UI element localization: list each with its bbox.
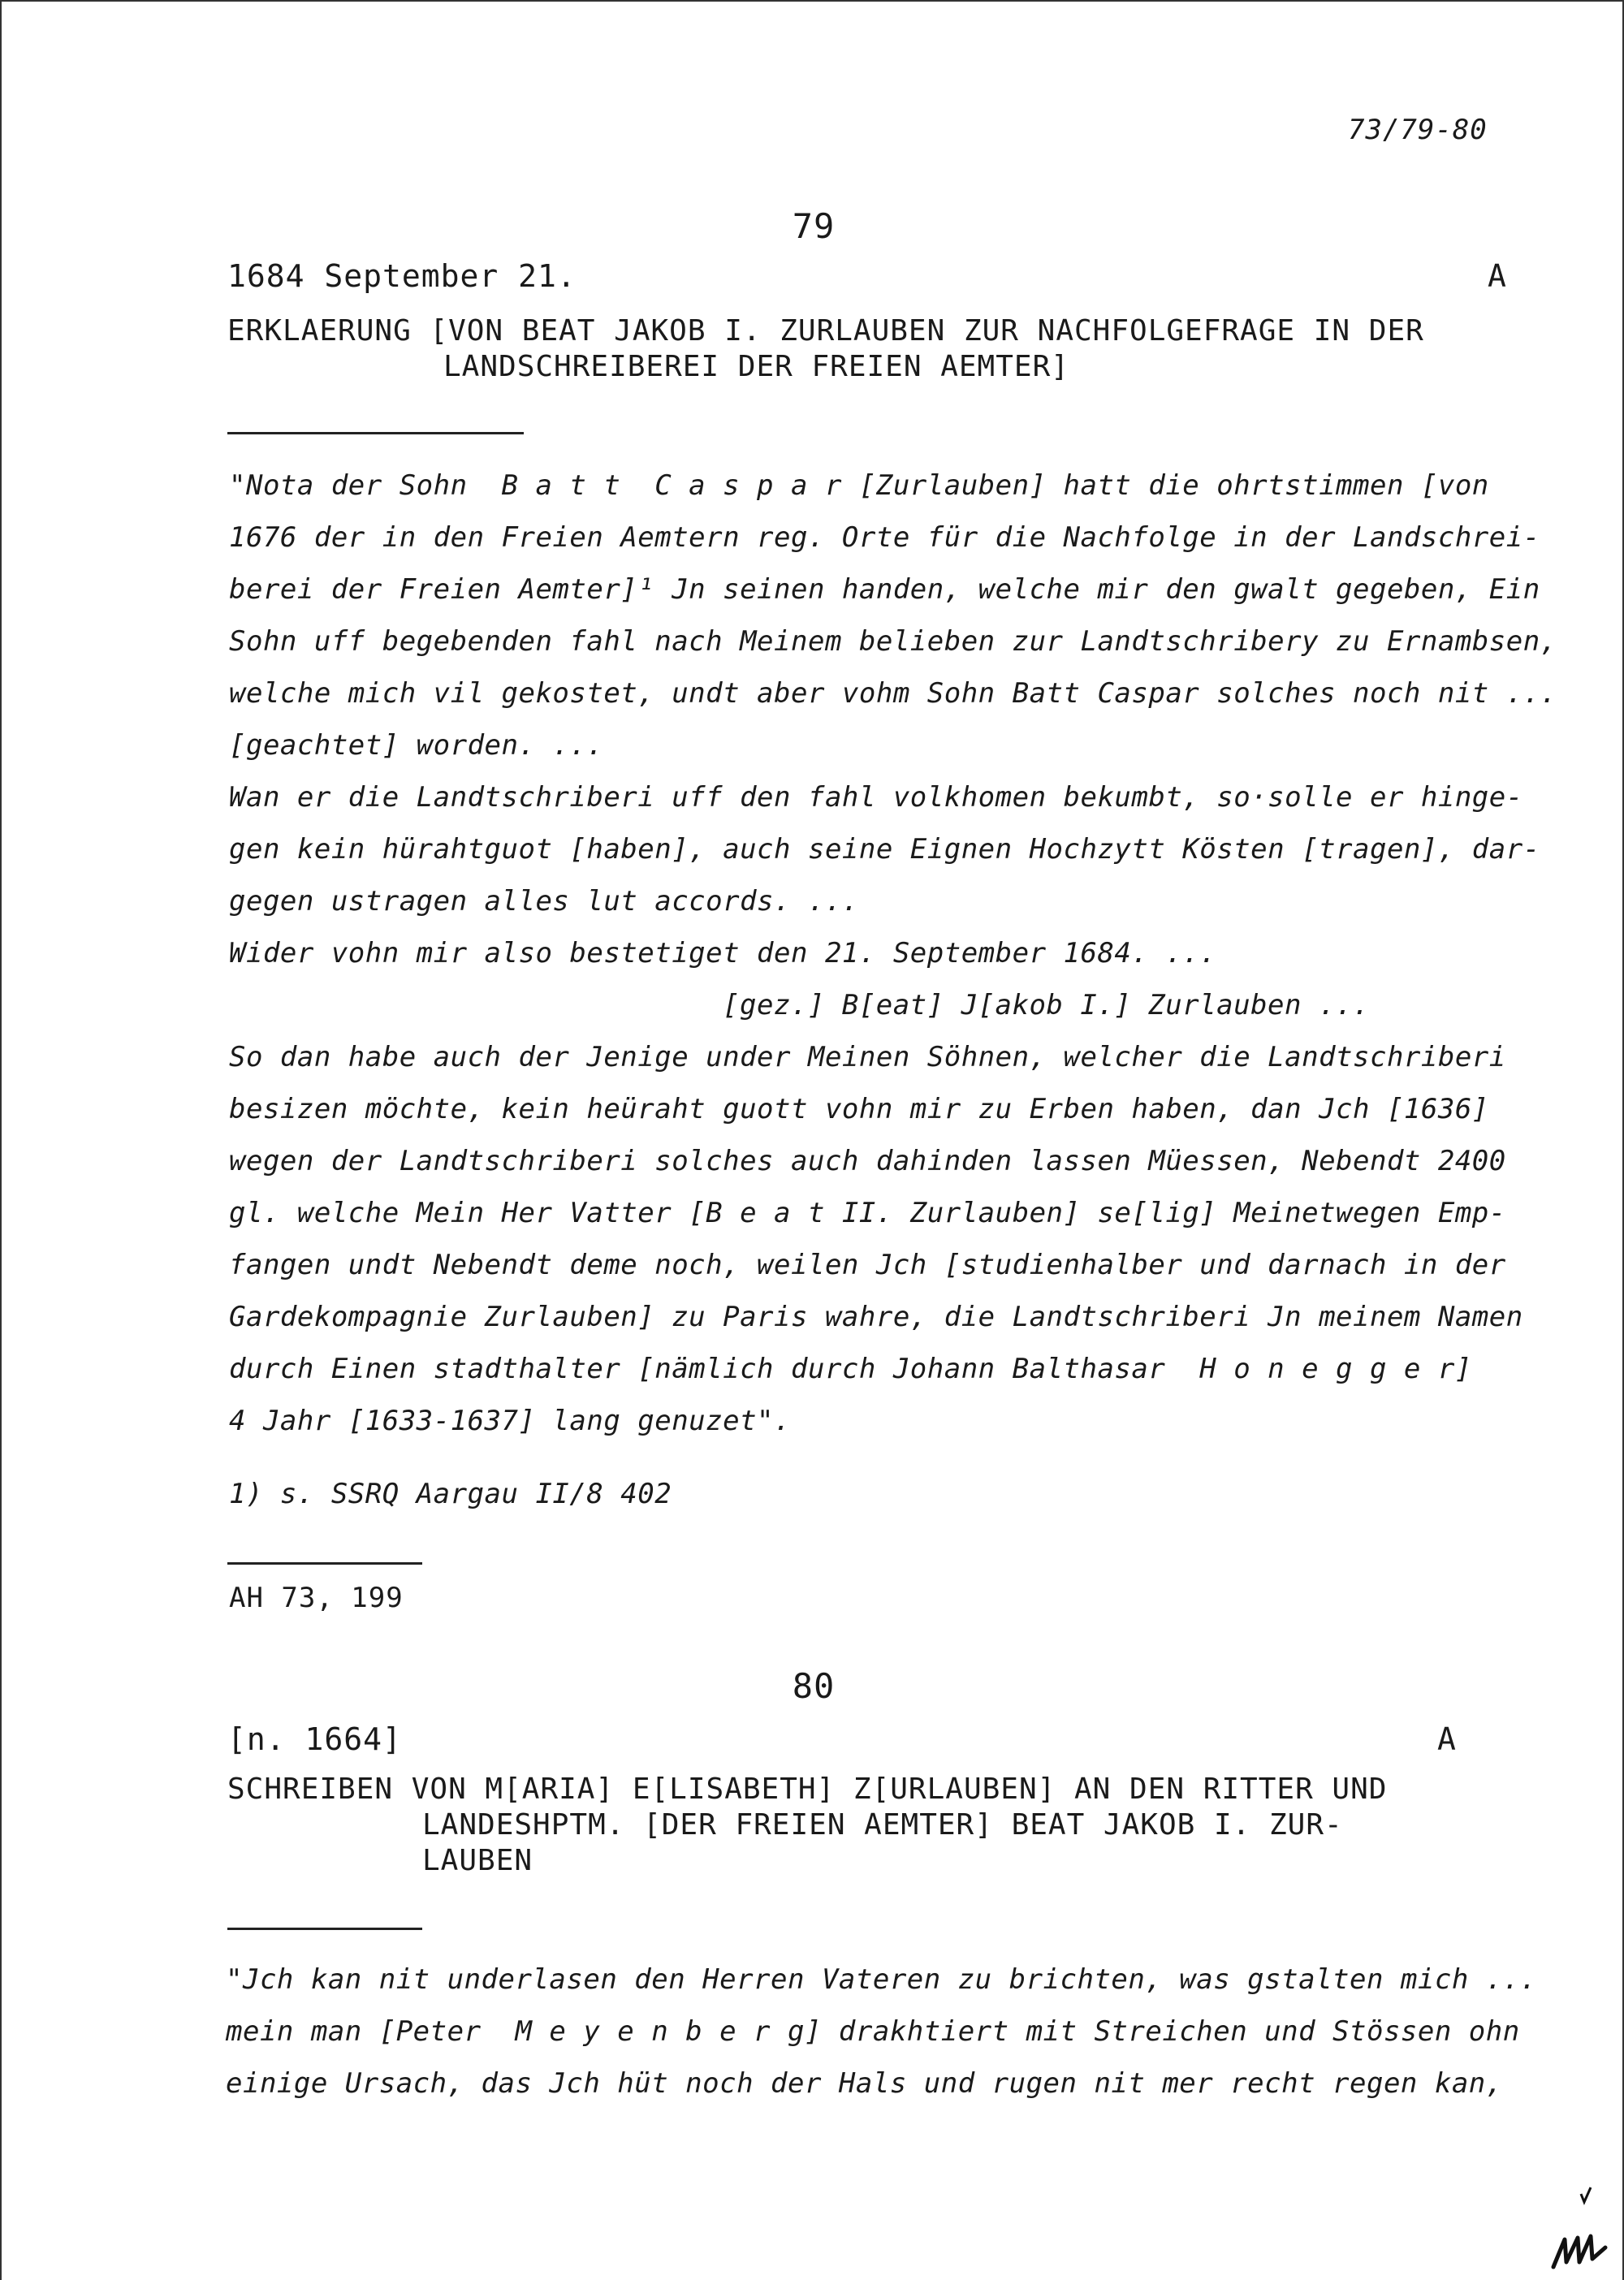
separator-rule xyxy=(227,432,524,434)
text-line: Wider vohn mir also bestetiget den 21. September 1684. ... xyxy=(229,937,1217,969)
source-reference: AH 73, 199 xyxy=(229,1582,404,1614)
text-line: berei der Freien Aemter]¹ Jn seinen handen, welche mir den gwalt gegeben, Ein xyxy=(229,573,1540,606)
separator-rule xyxy=(227,1562,422,1565)
entry-heading-line: LAUBEN xyxy=(422,1844,533,1877)
entry-date: 1684 September 21. xyxy=(227,258,577,294)
entry-heading-line: LANDESHPTM. [DER FREIEN AEMTER] BEAT JAKOB I. ZUR- xyxy=(422,1808,1343,1842)
entry-heading-line: SCHREIBEN VON M[ARIA] E[LISABETH] Z[URLAUBEN] AN DEN RITTER UND xyxy=(227,1773,1388,1806)
entry-code: A xyxy=(1488,258,1506,294)
text-line: [geachtet] worden. ... xyxy=(229,729,604,762)
text-line: gl. welche Mein Her Vatter [B e a t II. Zurlauben] se[lig] Meinetwegen Emp- xyxy=(229,1197,1506,1229)
entry-heading-line: ERKLAERUNG [VON BEAT JAKOB I. ZURLAUBEN ZUR NACHFOLGEFRAGE IN DER xyxy=(227,314,1424,348)
signature-line: [gez.] B[eat] J[akob I.] Zurlauben ... xyxy=(723,989,1370,1021)
text-line: fangen undt Nebendt deme noch, weilen Jch [studienhalber und darnach in der xyxy=(229,1249,1506,1281)
text-line: Sohn uff begebenden fahl nach Meinem belieben zur Landtschribery zu Ernambsen, xyxy=(229,625,1557,658)
text-line: einige Ursach, das Jch hüt noch der Hals und rugen nit mer recht regen kan, xyxy=(226,2067,1503,2100)
text-line: So dan habe auch der Jenige under Meinen Söhnen, welcher die Landtschriberi xyxy=(229,1041,1506,1073)
text-line: Wan er die Landtschriberi uff den fahl volkhomen bekumbt, so·solle er hinge- xyxy=(229,781,1523,814)
entry-number: 79 xyxy=(792,206,836,246)
entry-number: 80 xyxy=(792,1666,836,1706)
entry-date: [n. 1664] xyxy=(227,1721,402,1757)
text-line: wegen der Landtschriberi solches auch dahinden lassen Müessen, Nebendt 2400 xyxy=(229,1145,1506,1177)
separator-rule xyxy=(227,1928,422,1930)
text-line: Gardekompagnie Zurlauben] zu Paris wahre, die Landtschriberi Jn meinem Namen xyxy=(229,1301,1523,1333)
text-line: 4 Jahr [1633-1637] lang genuzet". xyxy=(229,1405,792,1437)
entry-heading-line: LANDSCHREIBEREI DER FREIEN AEMTER] xyxy=(443,350,1069,383)
footnote: 1) s. SSRQ Aargau II/8 402 xyxy=(229,1478,672,1510)
text-line: gen kein hürahtguot [haben], auch seine Eignen Hochzytt Kösten [tragen], dar- xyxy=(229,833,1540,866)
text-line: durch Einen stadthalter [nämlich durch Johann Balthasar H o n e g g e r] xyxy=(229,1353,1472,1385)
entry-code: A xyxy=(1437,1721,1456,1757)
text-line: 1676 der in den Freien Aemtern reg. Orte für die Nachfolge in der Landschrei- xyxy=(229,521,1540,554)
text-line: besizen möchte, kein heüraht guott vohn mir zu Erben haben, dan Jch [1636] xyxy=(229,1093,1489,1125)
text-line: gegen ustragen alles lut accords. ... xyxy=(229,885,859,918)
text-line: "Jch kan nit underlasen den Herren Vateren zu brichten, was gstalten mich ... xyxy=(226,1963,1537,1996)
page-reference: 73/79-80 xyxy=(1348,114,1488,146)
text-line: welche mich vil gekostet, undt aber vohm Sohn Batt Caspar solches noch nit ... xyxy=(229,677,1557,710)
text-line: mein man [Peter M e y e n b e r g] drakhtiert mit Streichen und Stössen ohn xyxy=(226,2015,1520,2048)
text-line: "Nota der Sohn B a t t C a s p a r [Zurlauben] hatt die ohrtstimmen [von xyxy=(229,469,1489,502)
handwritten-mark-icon xyxy=(1548,2178,1613,2275)
